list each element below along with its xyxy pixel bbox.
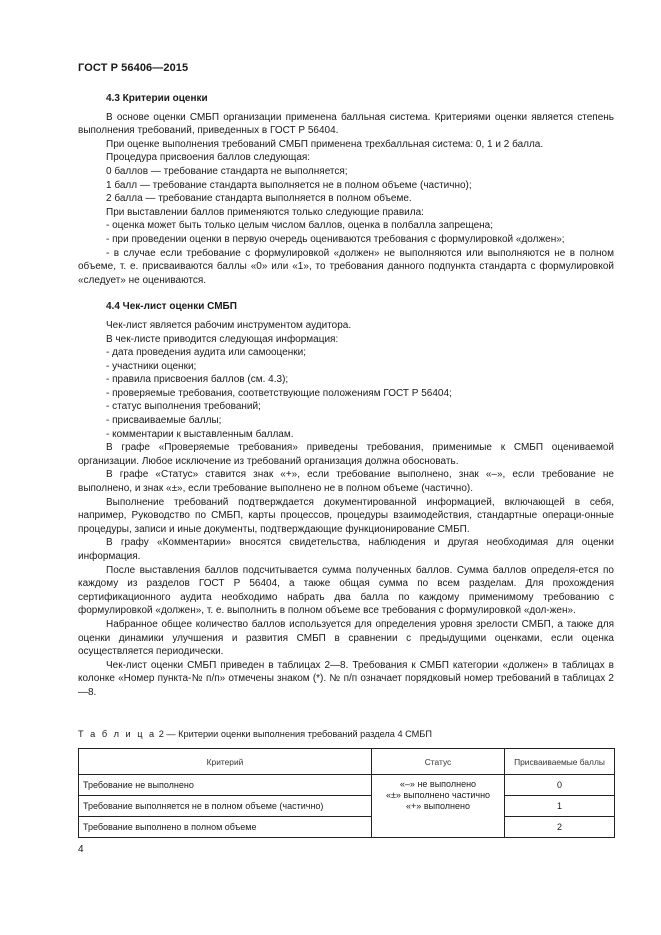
table-row	[79, 796, 615, 817]
status-line: «+» выполнено	[406, 801, 470, 811]
paragraph: Выполнение требований подтверждается документированной информацией, включающей в себя, например, Руководство по СМБП, карты процессов, процедуры взаимодействия, стандартные операци-онные процедуры, записи и иные документы, подтверждающие функционирование СМБП.	[78, 496, 614, 535]
paragraph: При выставлении баллов применяются только следующие правила:	[106, 206, 424, 218]
list-item: - проверяемые требования, соответствующие положениям ГОСТ Р 56404;	[106, 387, 452, 399]
table-caption-label: Т а б л и ц а	[78, 729, 157, 739]
criterion-cell: Требование выполнено в полном объеме	[79, 817, 372, 838]
header-score: Присваиваемые баллы	[505, 749, 615, 775]
list-item: - дата проведения аудита или самооценки;	[106, 347, 306, 359]
paragraph: В графу «Комментарии» вносятся свидетельства, наблюдения и другая необходимая для оценки информация.	[78, 537, 614, 562]
page-number: 4	[78, 844, 84, 855]
status-line: «±» выполнено частично	[385, 790, 491, 800]
score-cell: 2	[505, 817, 615, 838]
score-cell: 1	[505, 796, 615, 817]
list-item: 2 балла — требование стандарта выполняется в полном объеме.	[106, 193, 412, 205]
table-caption-text: 2 — Критерии оценки выполнения требований раздела 4 СМБП	[158, 729, 432, 739]
list-item: - участники оценки;	[106, 360, 197, 372]
list-item: - при проведении оценки в первую очередь оцениваются требования с формулировкой «должен»;	[106, 233, 565, 245]
section-4-4-title: 4.4 Чек-лист оценки СМБП	[106, 301, 237, 313]
status-line: «–» не выполнено	[399, 779, 477, 789]
paragraph: Чек-лист является рабочим инструментом аудитора.	[106, 319, 352, 331]
paragraph: Набранное общее количество баллов используется для определения уровня зрелости СМБП, а также для оценки динамики улучшения и развития СМБП в сравнении с предыдущими оценками, если оценка осуществляется периодически.	[78, 618, 614, 658]
list-item: - правила присвоения баллов (см. 4.3);	[106, 374, 289, 386]
paragraph: В основе оценки СМБП организации применена балльная система. Критериями оценки является степень выполнения требований, приведенных в ГОСТ Р 56404.	[78, 111, 614, 137]
status-cell	[372, 775, 505, 838]
table-row	[79, 775, 615, 796]
list-item: - комментарии к выставленным баллам.	[106, 428, 294, 440]
paragraph: При оценке выполнения требований СМБП применена трехбалльная система: 0, 1 и 2 балла.	[106, 138, 544, 150]
table-header-row	[79, 749, 615, 775]
paragraph: После выставления баллов подсчитывается сумма полученных баллов. Сумма баллов определя-ется по каждому из разделов ГОСТ Р 56404, а также общая сумма по всем разделам. Для прохождения сертификационного аудита необходимо набрать два балла по каждому применимому требованию с формулировкой «должен», т. е. выполнить в полном объеме все требования с формулировкой «дол-жен».	[78, 564, 614, 617]
paragraph: В графе «Проверяемые требования» приведены требования, применимые к СМБП оцениваемой организации. Любое исключение из требований организация должна обосновать.	[78, 442, 614, 467]
criterion-cell: Требование не выполнено	[79, 775, 372, 796]
list-item: - оценка может быть только целым числом баллов, оценка в полбалла запрещена;	[106, 220, 493, 232]
list-item: 0 баллов — требование стандарта не выполняется;	[106, 165, 348, 177]
score-cell: 0	[505, 775, 615, 796]
document-body	[78, 92, 614, 700]
criterion-cell: Требование выполняется не в полном объеме (частично)	[79, 796, 372, 817]
paragraph: В графе «Статус» ставится знак «+», если требование выполнено, знак «–», если требование не выполнено, и знак «±», если требование выполнено не в полном объеме (частично).	[78, 469, 614, 495]
criteria-table	[78, 748, 615, 838]
paragraph: Чек-лист оценки СМБП приведен в таблицах 2—8. Требования к СМБП категории «должен» в таблицах в колонке «Номер пункта-№ п/п» отмечены знаком (*). № п/п означает порядковый номер требований в таблицах 2—8.	[78, 659, 614, 698]
section-4-3-title: 4.3 Критерии оценки	[106, 93, 208, 104]
list-item: 1 балл — требование стандарта выполняется не в полном объеме (частично);	[106, 179, 472, 191]
document-header: ГОСТ Р 56406—2015	[78, 62, 189, 74]
table-row	[79, 817, 615, 838]
header-status: Статус	[372, 749, 505, 775]
list-item: - в случае если требование с формулировкой «должен» не выполняются или выполняются не в полном объеме, т. е. присваиваются баллы «0» или «1», то требования данного подпункта стандарта с формулировкой «следует» не оцениваются.	[78, 247, 614, 286]
list-item: - присваиваемые баллы;	[106, 415, 222, 427]
paragraph: Процедура присвоения баллов следующая:	[106, 152, 311, 164]
table-caption	[78, 729, 432, 739]
list-item: - статус выполнения требований;	[106, 401, 261, 413]
paragraph: В чек-листе приводится следующая информация:	[106, 333, 339, 345]
header-criterion: Критерий	[79, 749, 372, 775]
